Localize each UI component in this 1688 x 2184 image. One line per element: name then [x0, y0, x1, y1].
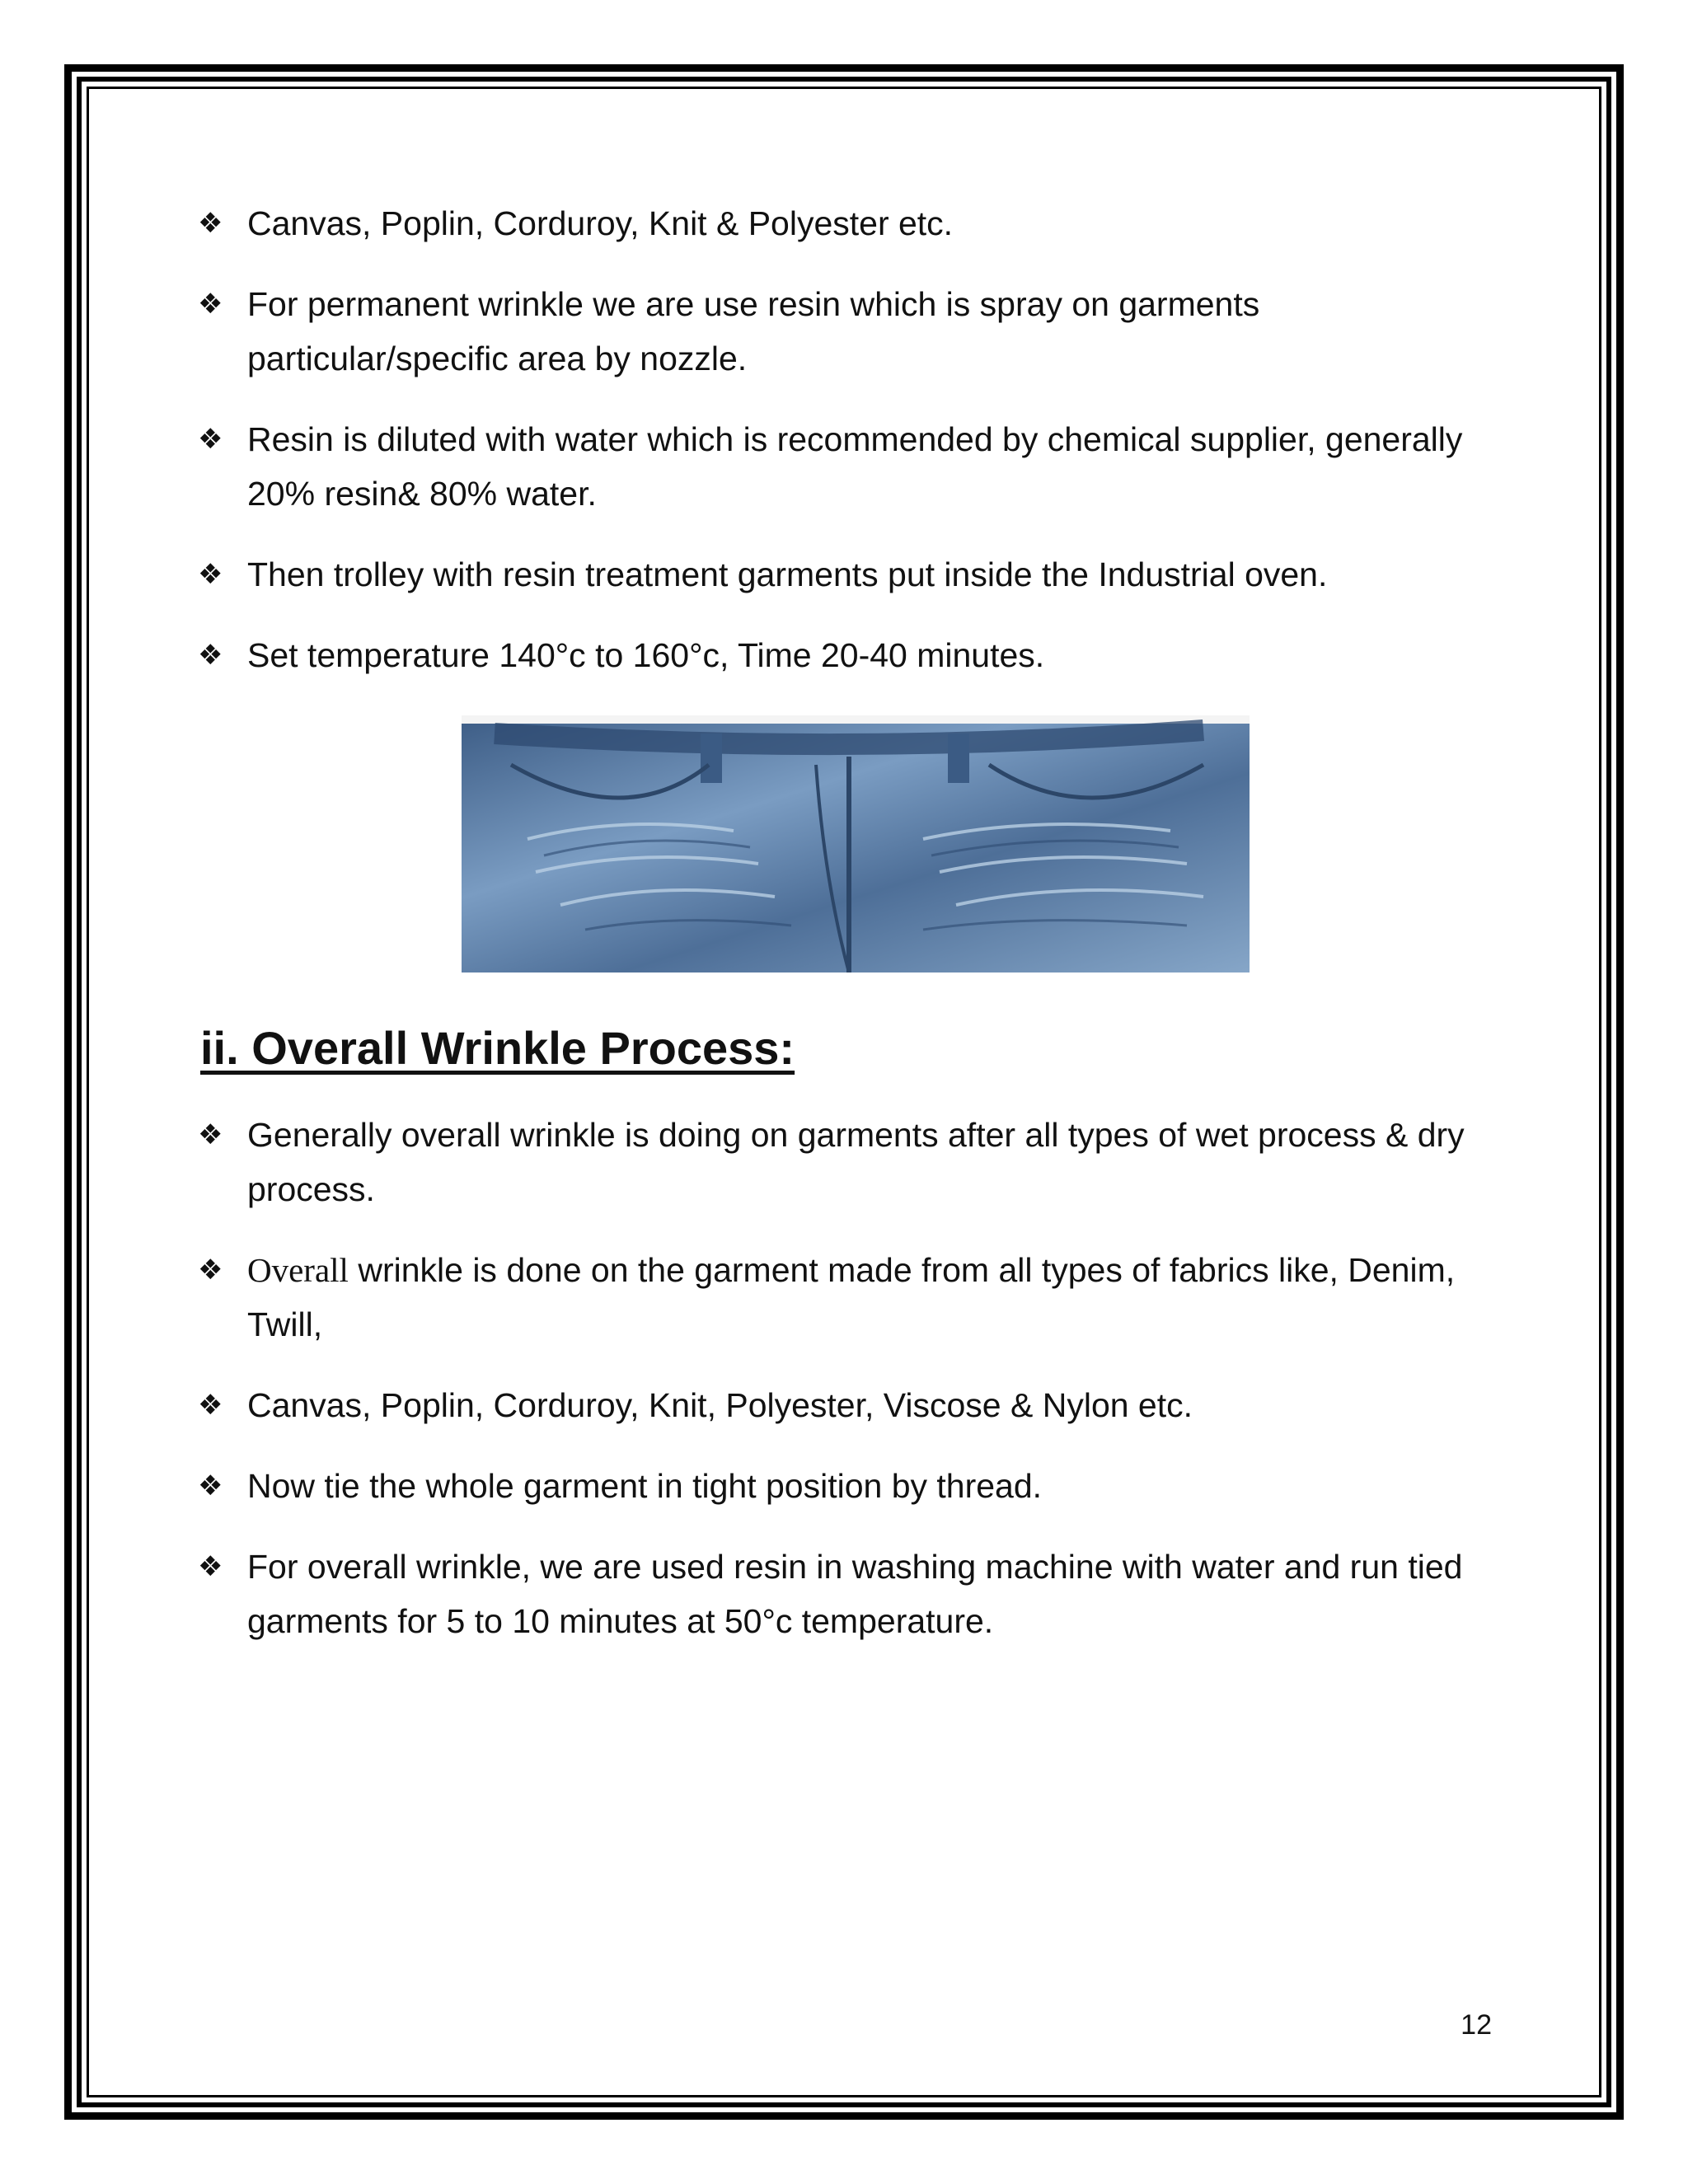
list-item	[198, 1108, 1517, 1216]
diamond-bullet-icon: ❖	[198, 1469, 223, 1502]
diamond-bullet-icon: ❖	[198, 288, 223, 321]
list-item-text: Canvas, Poplin, Corduroy, Knit & Polyester etc.	[247, 204, 954, 242]
diamond-bullet-icon: ❖	[198, 1389, 223, 1422]
diamond-bullet-icon: ❖	[198, 207, 223, 240]
list-item-text: For permanent wrinkle we are use resin which is spray on garments particular/specific area by nozzle.	[247, 285, 1260, 377]
jeans-illustration	[462, 715, 1250, 972]
page-number: 12	[1461, 2009, 1492, 2041]
diamond-bullet-icon: ❖	[198, 1118, 223, 1151]
list-item	[198, 628, 1517, 682]
list-item	[198, 1243, 1517, 1352]
diamond-bullet-icon: ❖	[198, 423, 223, 456]
list-item-text: Now tie the whole garment in tight position by thread.	[247, 1467, 1043, 1505]
list-item-text: Generally overall wrinkle is doing on garments after all types of wet process & dry process.	[247, 1116, 1465, 1208]
section-heading: ii. Overall Wrinkle Process:	[200, 1022, 795, 1074]
diamond-bullet-icon: ❖	[198, 639, 223, 672]
list-item-lead-word: Overall	[247, 1251, 349, 1289]
resin-spray-bullet-list	[198, 196, 1517, 709]
diamond-bullet-icon: ❖	[198, 1550, 223, 1583]
list-item-text: Resin is diluted with water which is recommended by chemical supplier, generally 20% resin& 80% water.	[247, 420, 1463, 513]
diamond-bullet-icon: ❖	[198, 1254, 223, 1286]
list-item	[198, 1378, 1517, 1432]
list-item	[198, 547, 1517, 602]
diamond-bullet-icon: ❖	[198, 558, 223, 591]
list-item-text: For overall wrinkle, we are used resin in washing machine with water and run tied garments for 5 to 10 minutes at 50°c temperature.	[247, 1548, 1463, 1640]
list-item-text: Canvas, Poplin, Corduroy, Knit, Polyester, Viscose & Nylon etc.	[247, 1386, 1193, 1424]
list-item	[198, 196, 1517, 251]
list-item-text: Set temperature 140°c to 160°c, Time 20-40 minutes.	[247, 636, 1045, 674]
list-item	[198, 1459, 1517, 1513]
list-item	[198, 277, 1517, 386]
list-item	[198, 1540, 1517, 1648]
wrinkled-jeans-photo	[462, 715, 1250, 972]
list-item-text: wrinkle is done on the garment made from all types of fabrics like, Denim, Twill,	[247, 1251, 1456, 1343]
list-item-text: Then trolley with resin treatment garments put inside the Industrial oven.	[247, 555, 1328, 593]
list-item	[198, 412, 1517, 521]
overall-wrinkle-bullet-list	[198, 1108, 1517, 1675]
